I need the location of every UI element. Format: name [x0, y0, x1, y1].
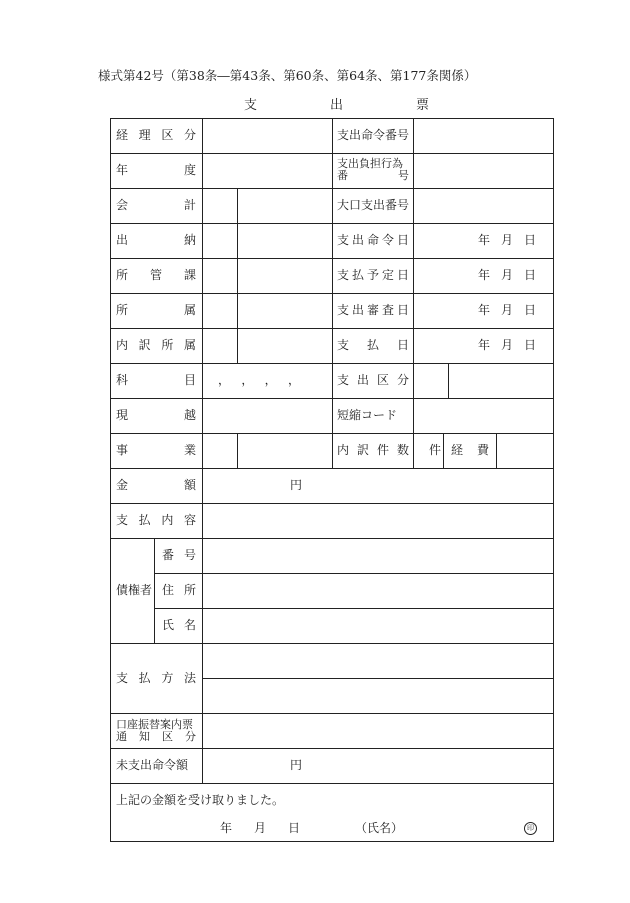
label-saikensha: 債権者 [116, 583, 153, 597]
label-tanshuku: 短縮コード [337, 408, 398, 422]
yen-unit: 円 [290, 478, 303, 492]
label-uchiwake-shozoku: 内 訳 所 属 [116, 338, 196, 352]
label-meirei-bi: 支 出 命 令 日 [337, 233, 409, 247]
label-jigyo: 事 業 [116, 443, 196, 457]
label-keihi: 経 費 [451, 443, 489, 457]
label-ken: 件 [429, 443, 442, 457]
label-mishishutsu: 未支出命令額 [116, 758, 189, 772]
label-shozoku: 所 属 [116, 303, 196, 317]
label-jusho: 住 所 [162, 583, 196, 597]
label-kouza-tsuchi: 口座振替案内票 通 知 区 分 [116, 718, 196, 743]
kamoku-separators: ， ， ， ， [218, 373, 300, 387]
label-shiharai-hoho: 支 払 方 法 [116, 671, 196, 685]
label-shinsa-bi: 支 出 審 査 日 [337, 303, 409, 317]
label-keiri-kubun: 経 理 区 分 [116, 128, 196, 142]
label-shishutsu-kubun: 支 出 区 分 [337, 373, 409, 387]
date-shiharai: 年 月 日 [478, 338, 536, 352]
label-kingaku: 金 額 [116, 478, 196, 492]
date-shinsa: 年 月 日 [478, 303, 536, 317]
date-meirei: 年 月 日 [478, 233, 536, 247]
label-futan-bango: 支出負担行為 番 号 [337, 157, 409, 182]
label-oguchi: 大口支出番号 [337, 198, 410, 212]
form-number: 様式第42号（第38条―第43条、第60条、第64条、第177条関係） [98, 68, 477, 83]
label-nendo: 年 度 [116, 163, 196, 177]
label-shimei: 氏 名 [162, 618, 196, 632]
label-yotei-bi: 支 払 予 定 日 [337, 268, 409, 282]
label-meirei-bango: 支出命令番号 [337, 128, 410, 142]
page-title: 支 出 票 [244, 98, 429, 113]
label-kaikei: 会 計 [116, 198, 196, 212]
label-shiharai-naiyo: 支 払 内 容 [116, 513, 196, 527]
label-bango: 番 号 [162, 548, 196, 562]
receipt-name-label: （氏名） [355, 821, 404, 835]
date-yotei: 年 月 日 [478, 268, 536, 282]
receipt-text: 上記の金額を受け取りました。 [116, 793, 285, 807]
receipt-date: 年 月 日 [220, 821, 300, 835]
label-uchiwake-kensu: 内 訳 件 数 [337, 443, 409, 457]
label-shokanka: 所 管 課 [116, 268, 196, 282]
label-suitou: 出 納 [116, 233, 196, 247]
label-shiharai-bi: 支 払 日 [337, 338, 409, 352]
label-genetsu: 現 越 [116, 408, 196, 422]
label-kamoku: 科 目 [116, 373, 196, 387]
seal-icon: 印 [524, 822, 537, 835]
yen-unit-2: 円 [290, 758, 303, 772]
